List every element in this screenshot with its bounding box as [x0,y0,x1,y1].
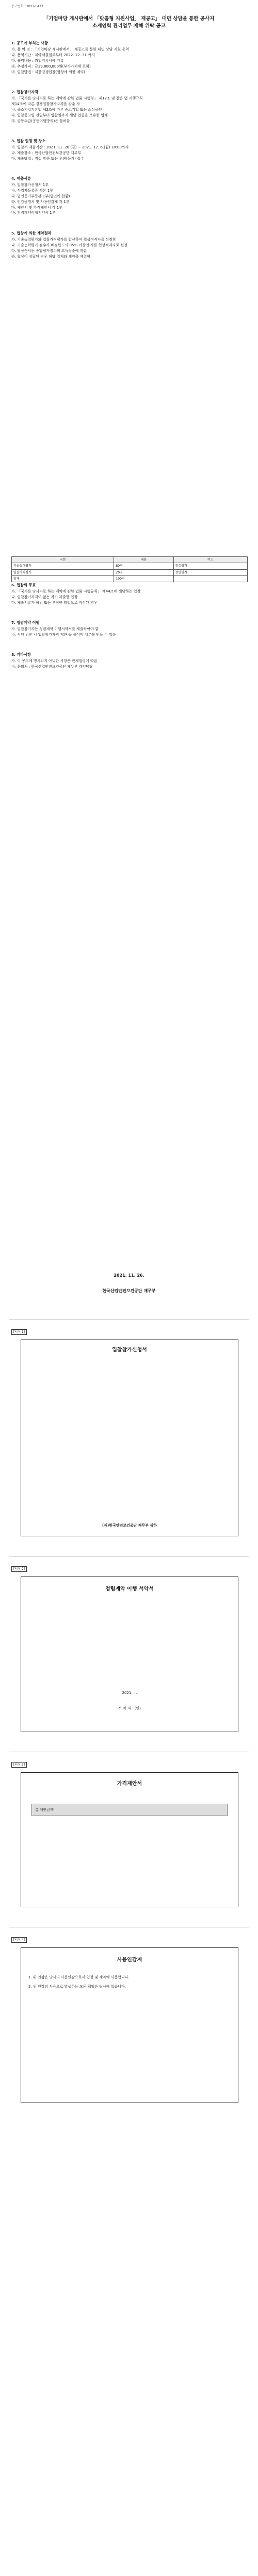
notice-date: 2021. 11. 26. [114,1273,144,1278]
notice-section [11,582,248,606]
form3-tag: [서식 3] [11,1762,27,1768]
form2-box [21,1577,238,1732]
section-line: 바. 청렴계약이행서약서 1부 [11,211,56,215]
form4-lines [21,1964,238,2005]
table-row [12,575,248,582]
section-line: 가. 기술능력평가와 입찰가격평가를 합산하여 협상적격자를 선정함 [11,238,116,242]
section-line: 라. 인감증명서 및 사용인감계 각 1부 [11,199,70,204]
section-line: 다. 법인등기부등본 1부(법인에 한함) [11,194,70,198]
notice-section [11,89,248,124]
section-line: 제14조에 따른 경쟁입찰참가자격을 갖춘 자 [11,102,80,106]
section-heading: 7. 청렴계약 이행 [11,620,40,625]
doc-number: 공고번호 : 2021-0473 [11,5,43,8]
table-cell: 정성평가 [173,563,247,569]
section-line: 나. 문의처 : 한국산업안전보건공단 재무부 계약담당 [11,665,93,669]
section-line: 다. 협상순서는 종합평가점수의 고득점순에 따름 [11,248,87,253]
section-line: 마. 입찰방법 : 제한경쟁입찰(협상에 의한 계약) [11,70,85,74]
section-line: 나. 서약 위반 시 입찰참가자격 제한 등 불이익 처분을 받을 수 있음 [11,633,116,637]
section-heading: 5. 협상에 의한 계약절차 [11,231,52,235]
table-header: 구분 [12,557,114,563]
section-line: 마. 제안서 및 가격제안서 각 1부 [11,205,62,210]
form3-title: 가격제안서 [117,1781,142,1787]
form4-line: 1. 위 인감은 당사의 사용인감으로서 입찰 및 계약에 사용합니다. [28,1975,130,1979]
evaluation-table [11,556,248,582]
section-heading: 2. 입찰참가자격 [11,90,38,94]
notice-section [11,40,248,75]
section-line: 가. 「국가를 당사자로 하는 계약에 관한 법률 시행규칙」 제44조에 해당하는 입찰 [11,589,141,594]
form2-tag: [서식 2] [11,1566,27,1572]
form4-box [21,1947,238,2103]
table-cell: 100점 [114,575,173,582]
form1-tag: [서식 1] [11,1329,27,1335]
notice-section [11,138,248,162]
table-cell: 80점 [114,563,173,569]
section-line: 다. 제출방법 : 직접 방문 또는 우편(등기) 접수 [11,156,84,161]
section-line: 가. 입찰참가신청서 1부 [11,183,49,188]
section-heading: 6. 입찰의 무효 [11,583,36,587]
table-row [12,563,248,569]
section-line: 다. 용역내용 : 과업지시서에 따름 [11,58,64,63]
section-line: 나. 사업자등록증 사본 1부 [11,189,53,193]
table-cell: 입찰가격평가 [12,569,114,575]
table-cell: 기술능력평가 [12,563,114,569]
form2-title: 청렴계약 이행 서약서 [105,1586,154,1592]
section-line: 가. 입찰참가자는 청렴계약 이행서약서를 제출하여야 함 [11,627,99,632]
form2-date: 2021. . . [122,1691,137,1695]
section-line: 가. 용 역 명 : 「기업마당 게시판에서」 재공고를 통한 대면 상담 지원 용역 [11,47,129,52]
table-cell: 정량평가 [173,569,247,575]
table-header: 내용 [114,557,173,563]
section-line: 가. 「국가를 당사자로 하는 계약에 관한 법률 시행령」 제12조 및 같은 법 시행규칙 [11,96,143,101]
section-heading: 3. 입찰 일정 및 장소 [11,139,46,143]
form3-box [21,1772,238,1907]
form4-title: 사용인감계 [117,1957,142,1963]
section-line: 나. 중소기업기본법 제2조에 따른 중소기업 또는 소상공인 [11,107,102,112]
form3-total [31,1804,228,1817]
form1-org: (재)한국안전보건공단 재무부 귀하 [102,1523,157,1528]
section-line: 라. 추정가격 : 금39,800,000원(부가가치세 포함) [11,64,91,69]
notice-section [11,620,248,638]
notice-section [11,176,248,216]
section-line: 가. 입찰서 제출기간 : 2021. 11. 26.(금) ~ 2021. 12. 6.(월) 18:00까지 [11,145,129,150]
page-title: 「기업마당 게시판에서 「맞춤형 지원사업」 재공고」 대면 상담을 통한 공사지 소재인력 관리업무 재해 위탁 공고 [43,16,215,29]
section-line: 나. 제출장소 : 한국산업안전보건공단 재무부 [11,151,82,155]
form3-total-label: 총 제안금액 [35,1807,54,1812]
form1-box [21,1340,238,1536]
section-line: 나. 용역기간 : 계약체결일로부터 2022. 12. 31.까지 [11,53,95,57]
table-row [12,569,248,575]
section-line: 가. 이 공고에 명시되지 아니한 사항은 관계법령에 따름 [11,659,98,664]
section-line: 라. 공동수급(공동이행방식)은 불허함 [11,118,70,123]
section-heading: 1. 공고에 부치는 사항 [11,41,48,45]
section-heading: 8. 기타사항 [11,652,31,657]
table-cell [173,575,247,582]
notice-section [11,230,248,260]
section-heading: 4. 제출서류 [11,176,31,181]
section-line: 라. 협상이 성립된 경우 해당 업체와 계약을 체결함 [11,254,91,259]
section-line: 다. 입찰공고일 전일부터 입찰일까지 해당 업종을 보유한 업체 [11,113,108,117]
table-header: 비고 [173,557,247,563]
section-line: 나. 입찰참가자격이 없는 자가 제출한 입찰 [11,595,78,599]
notice-section [11,652,248,670]
form2-sign: 서 약 자 : (인) [118,1706,141,1710]
section-line: 나. 기술능력평가 점수가 배점한도의 85% 이상인 자를 협상적격자로 선정 [11,243,127,247]
form4-line: 2. 위 인감의 사용으로 발생하는 모든 책임은 당사에 있습니다. [28,1985,126,1989]
table-cell: 합계 [12,575,114,582]
form4-tag: [서식 4] [11,1937,27,1943]
notice-org: 한국산업안전보건공단 재무부 [102,1289,156,1293]
table-cell: 20점 [114,569,173,575]
form1-title: 입찰참가신청서 [112,1347,147,1353]
section-line: 다. 제출서류가 허위 또는 부정한 방법으로 작성된 경우 [11,600,98,605]
